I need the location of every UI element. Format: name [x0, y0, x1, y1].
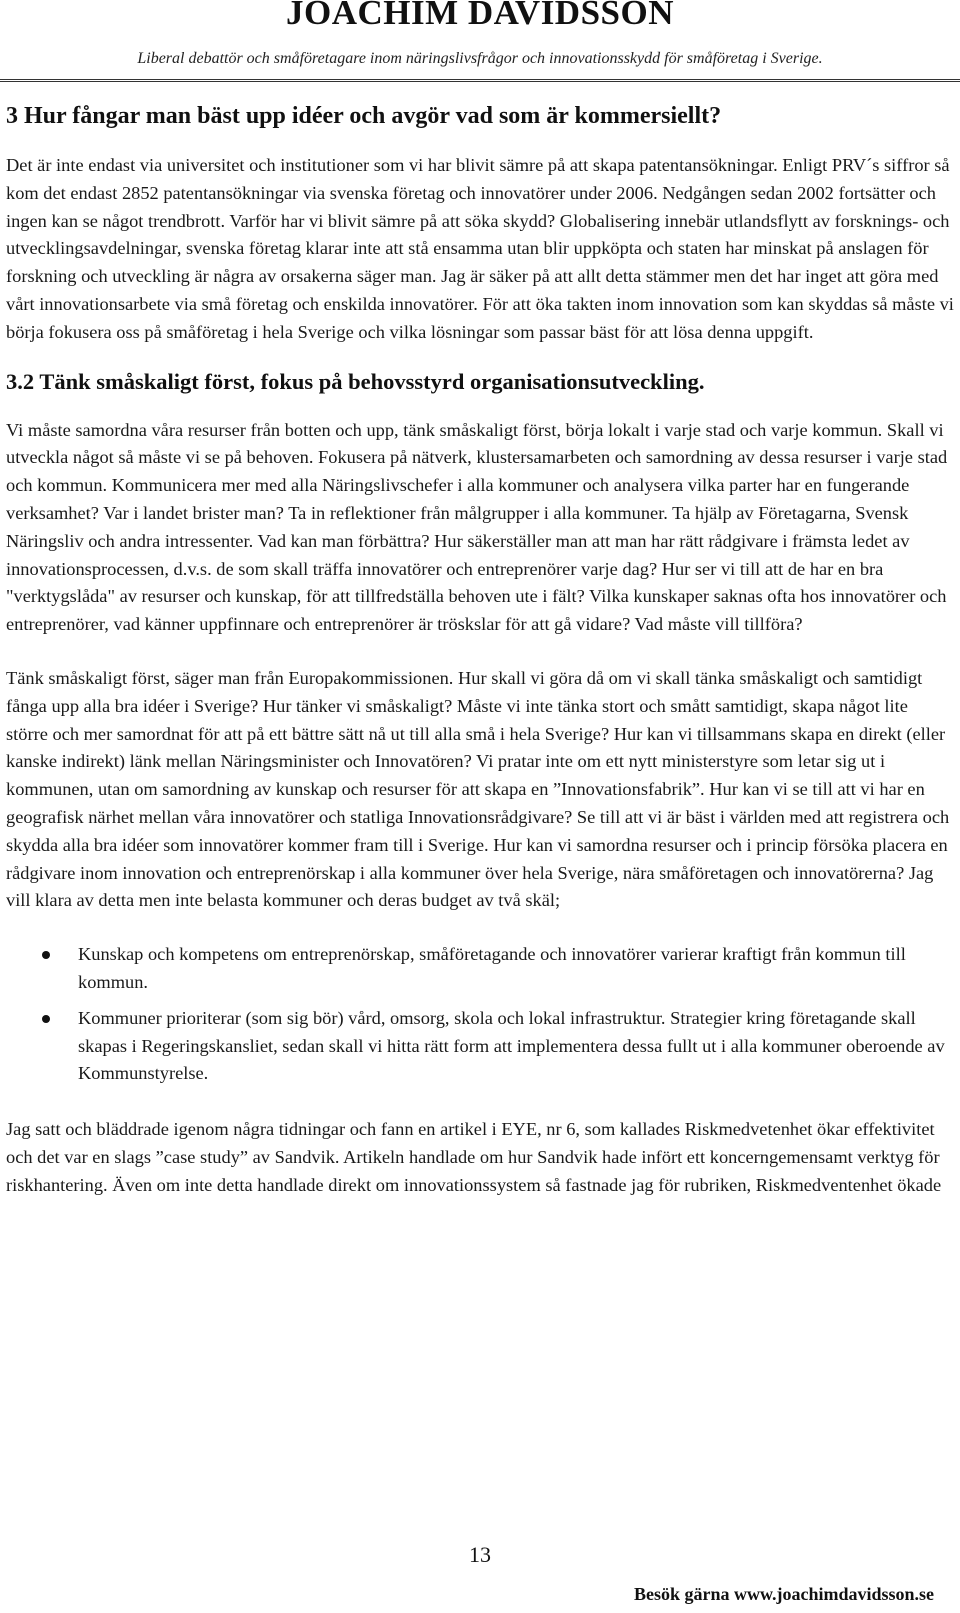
footer-website-link[interactable]: Besök gärna www.joachimdavidsson.se	[633, 1584, 934, 1604]
spacer	[6, 397, 954, 417]
spacer	[6, 132, 954, 152]
page-content	[6, 100, 954, 1200]
subsection-heading: 3.2 Tänk småskaligt först, fokus på behovsstyrd organisationsutveckling.	[6, 368, 705, 394]
spacer	[6, 639, 954, 665]
header-subtitle: Liberal debattör och småföretagare inom näringslivsfrågor och innovationsskydd för småföretag i Sverige.	[137, 50, 823, 67]
spacer	[6, 1096, 954, 1116]
bullet-list	[6, 941, 954, 1088]
page-number: 13	[469, 1542, 491, 1567]
subsection-paragraph-2: Tänk småskaligt först, säger man från Europakommissionen. Hur skall vi göra då om vi skall tänka småskaligt och samtidigt fånga upp alla bra idéer i Sverige? Hur tänker vi småskaligt? Måste vi inte tänka stort och smått samtidigt, skapa något lite större och mer samordnat för att på ett bättre sätt nå ut till alla små i hela Sverige? Hur kan vi tillsammans skapa en direkt (eller kanske indirekt) länk mellan Näringsminister och Innovatören? Vi pratar inte om ett nytt ministerstyre som letar sig ut i kommunen, utan om samordning av kunskap och resurser för att skapa en ”Innovationsfabrik”. Hur kan vi se till att vi har en geografisk närhet mellan våra innovatörer och statliga Innovationsrådgivare? Se till att vi är bäst i världen med att registrera och skydda alla bra idéer som innovatörer kommer fram till i Sverige. Hur kan vi samordna resurser och i princip försöka placera en rådgivare inom innovation och entreprenörskap i alla kommuner över hela Sverige, nära småföretagen och innovatörerna? Jag vill klara av detta men inte belasta kommuner och deras budget av två skäl;	[6, 667, 950, 911]
subsection-paragraph-1: Vi måste samordna våra resurser från botten och upp, tänk småskaligt först, börja lokalt i varje stad och varje kommun. Skall vi utveckla något så måste vi se på behoven. Fokusera på nätverk, klustersamarbeten och samordning av dessa resurser i varje stad och kommun. Kommunicera mer med alla Näringslivschefer i alla kommuner och analysera vilka parter har en fungerande verksamhet? Var i landet brister man? Ta in reflektioner från målgrupper i alla kommuner. Ta hjälp av Företagarna, Svensk Näringsliv och andra intressenter. Vad kan man förbättra? Hur säkerställer man att man har rätt rådgivare i främsta ledet av innovationsprocessen, d.v.s. de som skall träffa innovatörer och entreprenörer varje dag? Hur ser vi till att de har en bra "verktygslåda" av resurser och kunskap, för att tillfredställa behoven ute i fält? Vilka kunskaper saknas ofta hos innovatörer och entreprenörer, vad känner uppfinnare och entreprenörer är tröskslar för att gå vidare? Vad måste vill tillföra?	[6, 419, 948, 635]
spacer	[6, 347, 954, 367]
list-item	[6, 1005, 954, 1088]
list-item-text: Kommuner prioriterar (som sig bör) vård, omsorg, skola och lokal infrastruktur. Strategier kring företagande skall skapas i Regeringskansliet, sedan skall vi hitta rätt form att implementera dessa fullt ut i alla kommuner oberoende av Kommunstyrelse.	[78, 1007, 945, 1084]
spacer	[6, 915, 954, 941]
subsection-paragraph-3: Jag satt och bläddrade igenom några tidningar och fann en artikel i EYE, nr 6, som kallades Riskmedvetenhet ökar effektivitet och det var en slags ”case study” av Sandvik. Artikeln handlade om hur Sandvik hade infört ett koncerngemensamt verktyg för riskhantering. Även om inte detta handlade direkt om innovationssystem så fastnade jag för rubriken, Riskmedventenhet ökade	[6, 1119, 942, 1195]
list-item	[6, 941, 954, 997]
bullet-icon	[42, 951, 50, 959]
list-item-text: Kunskap och kompetens om entreprenörskap, småföretagande och innovatörer varierar kraftigt från kommun till kommun.	[78, 944, 906, 992]
header-title: JOACHIM DAVIDSSON	[285, 0, 675, 32]
section-heading: 3 Hur fångar man bäst upp idéer och avgör vad som är kommersiellt?	[6, 103, 722, 129]
bullet-icon	[42, 1015, 50, 1023]
section-paragraph: Det är inte endast via universitet och institutioner som vi har blivit sämre på att skapa patentansökningar. Enligt PRV´s siffror så kom det endast 2852 patentansökningar via svenska företag och innovatörer under 2006. Nedgången sedan 2002 fortsätter och ingen kan se något trendbrott. Varför har vi blivit sämre på att söka skydd? Globalisering innebär utlandsflytt av forsknings- och utvecklingsavdelningar, svenska företag klarar inte att stå ensamma utan blir uppköpta och staten har minskat på anslagen för forskning och utveckling är några av orsakerna säger man. Jag är säker på att allt detta stämmer men det har inget att göra med vårt innovationsarbete via små företag och enskilda innovatörer. För att öka takten inom innovation som kan skyddas så måste vi börja fokusera oss på småföretag i hela Sverige och vilka lösningar som passar bäst för att lösa denna uppgift.	[6, 155, 954, 342]
header-divider	[0, 79, 960, 82]
